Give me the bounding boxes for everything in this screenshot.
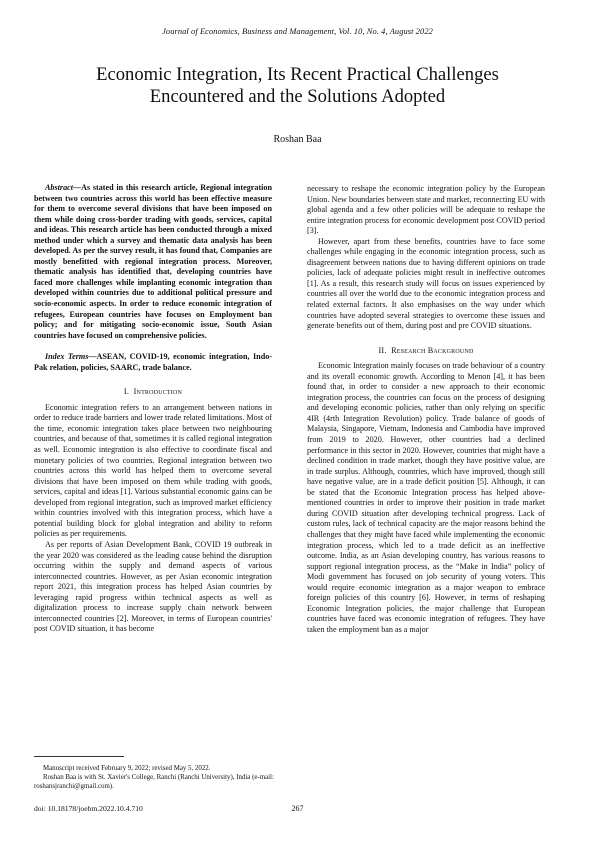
research-background-paragraph: Economic Integration mainly focuses on trade behaviour of a country and its overall economic growth. According to Menon [4], it has been found that, in order to consider a new approach to their economic integration process, the countries can focus on the process of designing and developing economic policies, rather than only relying on specific 4IR (4rth Integration Revolution) policy. Trade balance of goods of Malaysia, Singapore, Vietnam, Indonesia and Cambodia have improved from 2019 to 2020. However, other countries had a declined performance in this sector in 2020. However, countries that might have a declined condition in trade market, though they have positive value, are in trade surplus. Although, countries, which have improved, though still have negative value, are in a trade deficit position [5]. Although, it can be stated that the Economic Integration process has helped above-mentioned countries in order to improve their position in trade market during COVID situation after developing technical progress. Lack of custom rules, lack of technical capacity are the major reasons behind the challenges that they might have faced while implementing the economic integration process, which led to a trade deficit as an ineffective outcome. India, as an Asian developing country, has various reasons to support regional integration process, as the “Make in India” policy of Modi government has focused on job security of young voters. This would require economic integration as a major weapon to embrace foreign policies of this country [6]. However, in terms of reshaping Economic Integration policies, the major challenge that European countries have faced was economic integration of refugees. They have taken the employment ban as a major [307, 361, 545, 634]
abstract-text: —As stated in this research article, Regional integration between two countries across this world has been effective measure for them to overcome several divisions that have been imposed on them while doing cross-border trading with goods, services, capital and ideas. This research article has been conducted through a mixed method under which a survey and thematic data analysis has been developed. As per the survey result, it has found that, Companies are mostly benefitted with regional integration process. Moreover, thematic analysis has identified that, developing countries have faced more challenges while implanting economic integration than developed within countries due to additional political pressure and socio-economic aspects. In order to reduce economic integration of refugees, European countries have focuses on Employment ban policy; and for mitigating socio-economic issue, South Asian countries have focused on comprehensive policies. [34, 183, 272, 340]
footnotes [34, 765, 274, 791]
title-line-2: Encountered and the Solutions Adopted [149, 86, 446, 107]
page-number: 267 [291, 804, 304, 813]
paper-title [40, 64, 555, 108]
title-line-1: Economic Integration, Its Recent Practical Challenges [96, 64, 499, 85]
intro-paragraph-2: As per reports of Asian Development Bank, COVID 19 outbreak in the year 2020 was considered as the leading cause behind the disruption occurring within the supply and demand aspects of various interconnected countries. However, as per Asian economic integration report 2021, this integration process has helped Asian countries by leveraging rapid progress within technical aspects as well as digitalization process to increase supply chain network between interconnected countries [2]. Moreover, in terms of European countries' post COVID situation, it has become [34, 539, 272, 634]
footnote-affiliation: Roshan Baa is with St. Xavier's College, Ranchi (Ranchi University), India (e-mail: roshansjranchi@gmail.com). [34, 773, 274, 790]
intro-paragraph-3: However, apart from these benefits, countries have to face some challenges while engaging in the economic integration process, such as disagreement between nations due to having different opinions on trade policies, lack of adequate policies might result in ineffective outcomes [1]. As a result, this research study will focus on issues experienced by countries all over the world due to the economic integration process and related external factors. It also emphasises on the way under which countries have adopted several strategies to overcome these issues and generate benefits out of them, during post and pre COVID situations. [307, 236, 545, 331]
abstract [34, 183, 272, 341]
intro-paragraph-1: Economic integration refers to an arrangement between nations in order to reduce trade barriers and lower trade related limitations. Most of the time, economic integration takes place between two neighbouring countries, and because of that, sometimes it is called regional integration as well. Economic integration is also effective to coordinate fiscal and monetary policies of two countries. Regional integration between two countries across this world has helped them to overcome several divisions that have been imposed on them while trading with goods, services, capital and ideas [1]. Various substantial economic gains can be developed from regional integration, such as improved market efficiency within countries involved with this integration process, which have a potential building block for global integration and ability to reform policies as per requirements. [34, 402, 272, 539]
left-column [34, 183, 272, 635]
footnote-received: Manuscript received February 9, 2022; revised May 5, 2022. [43, 765, 211, 772]
section-heading-introduction: I. Introduction [123, 387, 183, 397]
intro-continuation: necessary to reshape the economic integration policy by the European Union. New boundaries between state and market, reconnecting EU with global agenda and a few other policies will be adequate to reshape the entire integration process for economic development post COVID period [3]. [307, 184, 545, 236]
right-column [307, 184, 545, 635]
index-terms-label: Index Terms [45, 352, 89, 362]
footnote-divider [34, 756, 124, 757]
doi: doi: 10.18178/joebm.2022.10.4.710 [34, 804, 143, 813]
section-heading-research-background: II. Research Background [378, 345, 474, 355]
index-terms [34, 352, 272, 373]
author-name: Roshan Baa [273, 134, 322, 145]
abstract-label: Abstract [45, 183, 73, 192]
running-header: Journal of Economics, Business and Management, Vol. 10, No. 4, August 2022 [162, 27, 433, 36]
index-terms-text: —ASEAN, COVID-19, economic integration, Indo-Pak relation, policies, SAARC, trade balance. [34, 352, 272, 372]
